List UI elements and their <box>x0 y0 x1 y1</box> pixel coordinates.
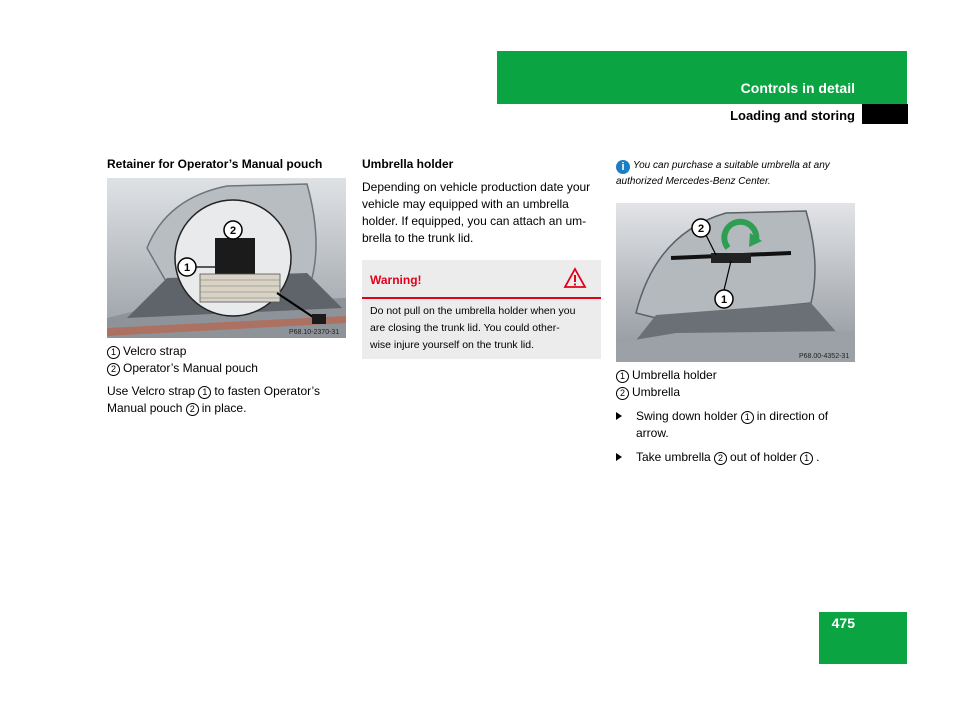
legend-item: 2 Umbrella <box>616 384 680 401</box>
legend-item <box>107 360 258 377</box>
bullet-arrow-icon <box>616 453 622 461</box>
callout-number: 2 <box>107 363 120 376</box>
svg-text:2: 2 <box>229 225 237 237</box>
warning-text: Do not pull on the umbrella holder when you are closing the trunk lid. You could other- wise injure yourself on the trunk lid. <box>370 305 576 351</box>
warning-title: Warning! <box>370 273 422 287</box>
umbrella-figure <box>616 203 855 362</box>
subsection-title: Loading and storing <box>730 108 855 123</box>
page-number: 475 <box>831 615 855 631</box>
warning-box <box>362 260 601 359</box>
callout-number: 1 <box>107 346 120 359</box>
svg-text:2: 2 <box>697 223 705 235</box>
figure-code: P68.00-4352-31 <box>799 353 850 360</box>
instruction-step: Take umbrella 2 out of holder 1 . <box>616 449 856 466</box>
retainer-figure <box>107 178 346 338</box>
retainer-heading: Retainer for Operator’s Manual pouch <box>107 157 323 171</box>
trunk-pouch-illustration <box>107 178 346 338</box>
legend-label: Operator’s Manual pouch <box>123 361 258 375</box>
legend-item <box>107 343 186 360</box>
header-bar <box>497 51 907 104</box>
umbrella-intro: Depending on vehicle production date your vehicle may equipped with an umbrella holder. If equipped, you can attach an um- brella to the trunk lid. <box>362 180 591 245</box>
umbrella-heading: Umbrella holder <box>362 157 454 171</box>
svg-text:1: 1 <box>720 294 728 306</box>
legend-item: 1 Umbrella holder <box>616 367 717 384</box>
bullet-arrow-icon <box>616 412 622 420</box>
trunk-umbrella-illustration <box>616 203 855 362</box>
warning-divider <box>362 297 601 299</box>
info-note: i You can purchase a suitable umbrella at any authorized Mercedes-Benz Center. <box>616 160 830 187</box>
figure-code: P68.10-2370-31 <box>289 329 340 336</box>
velcro-instruction: Use Velcro strap 1 to fasten Operator’s Manual pouch 2 in place. <box>107 384 321 415</box>
legend-label: Velcro strap <box>123 344 187 358</box>
info-icon: i <box>616 160 630 174</box>
section-tab-marker <box>862 104 908 124</box>
warning-triangle-icon <box>563 267 587 289</box>
svg-text:1: 1 <box>183 262 191 274</box>
section-title: Controls in detail <box>740 80 855 96</box>
instruction-step: Swing down holder 1 in direction of arrow. <box>616 408 856 442</box>
